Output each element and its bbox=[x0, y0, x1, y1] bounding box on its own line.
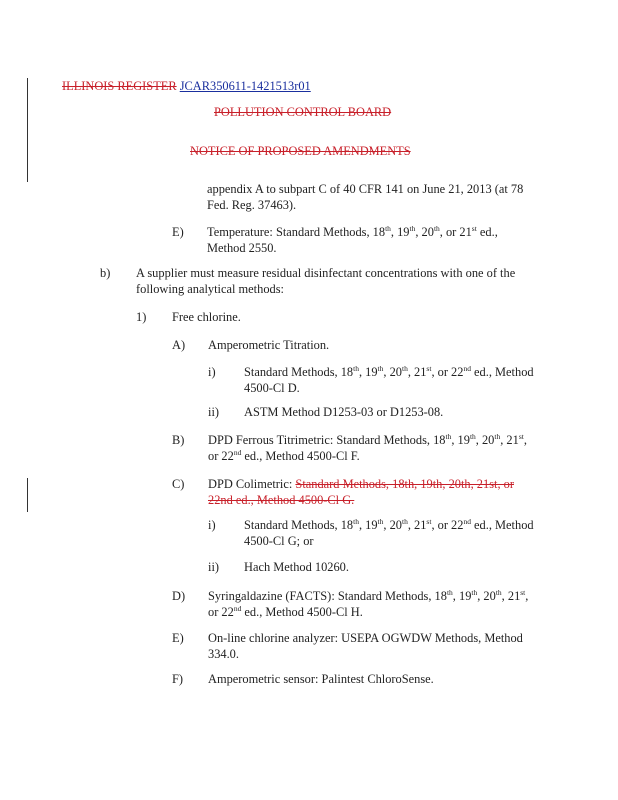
item-b2-line-1: DPD Ferrous Titrimetric: Standard Methods, 18th, 19th, 20th, 21st, bbox=[208, 432, 527, 447]
item-b-label: b) bbox=[100, 266, 111, 280]
item-e2-label: E) bbox=[172, 631, 184, 645]
item-e-line-2: Method 2550. bbox=[207, 241, 277, 255]
item-f-label: F) bbox=[172, 672, 184, 686]
item-c-i-label: i) bbox=[208, 518, 216, 532]
change-bar-top bbox=[27, 78, 28, 182]
appendix-line-2: Fed. Reg. 37463). bbox=[207, 198, 297, 212]
item-a-i-line-1: Standard Methods, 18th, 19th, 20th, 21st, or 22nd ed., Method bbox=[244, 364, 534, 379]
item-a-ii-label: ii) bbox=[208, 405, 220, 419]
deleted-text-1: Standard Methods, 18th, 19th, 20th, 21st, or bbox=[295, 477, 514, 491]
item-1-text: Free chlorine. bbox=[172, 310, 241, 324]
item-f-text: Amperometric sensor: Palintest ChloroSense. bbox=[208, 672, 434, 686]
register-header bbox=[62, 78, 311, 94]
item-a-text: Amperometric Titration. bbox=[208, 338, 330, 352]
item-e2-line-1: On-line chlorine analyzer: USEPA OGWDW Methods, Method bbox=[208, 631, 523, 645]
notice-title: NOTICE OF PROPOSED AMENDMENTS bbox=[190, 144, 411, 158]
item-d-line-1: Syringaldazine (FACTS): Standard Methods, 18th, 19th, 20th, 21st, bbox=[208, 588, 529, 603]
item-b2-line-2: or 22nd ed., Method 4500-Cl F. bbox=[208, 448, 360, 463]
item-a-i-line-2: 4500-Cl D. bbox=[244, 381, 300, 395]
document-id: JCAR350611-1421513r01 bbox=[179, 79, 311, 93]
agency-title: POLLUTION CONTROL BOARD bbox=[214, 105, 392, 119]
item-c-ii-text: Hach Method 10260. bbox=[244, 560, 349, 574]
item-e-label: E) bbox=[172, 225, 184, 239]
register-title: ILLINOIS REGISTER bbox=[62, 79, 177, 93]
item-1-label: 1) bbox=[136, 310, 147, 324]
item-a-ii-text: ASTM Method D1253-03 or D1253-08. bbox=[244, 405, 444, 419]
deleted-text-2: 22nd ed., Method 4500-Cl G. bbox=[208, 493, 355, 507]
item-c-ii-label: ii) bbox=[208, 560, 220, 574]
item-d-line-2: or 22nd ed., Method 4500-Cl H. bbox=[208, 604, 363, 619]
item-e2-line-2: 334.0. bbox=[208, 647, 239, 661]
item-a-i-label: i) bbox=[208, 365, 216, 379]
item-e-line-1: Temperature: Standard Methods, 18th, 19th, 20th, or 21st ed., bbox=[207, 224, 498, 239]
item-c-label: C) bbox=[172, 477, 185, 491]
item-d-label: D) bbox=[172, 589, 186, 603]
item-b-line-2: following analytical methods: bbox=[136, 282, 284, 296]
item-c-line-1: DPD Colimetric: Standard Methods, 18th, 19th, 20th, 21st, or bbox=[208, 477, 514, 491]
item-c-i-line-1: Standard Methods, 18th, 19th, 20th, 21st, or 22nd ed., Method bbox=[244, 517, 534, 532]
item-c-i-line-2: 4500-Cl G; or bbox=[244, 534, 314, 548]
item-b-line-1: A supplier must measure residual disinfectant concentrations with one of the bbox=[136, 266, 516, 280]
change-bar-middle bbox=[27, 478, 28, 512]
item-a-label: A) bbox=[172, 338, 186, 352]
appendix-line-1: appendix A to subpart C of 40 CFR 141 on June 21, 2013 (at 78 bbox=[207, 182, 524, 196]
item-b2-label: B) bbox=[172, 433, 185, 447]
